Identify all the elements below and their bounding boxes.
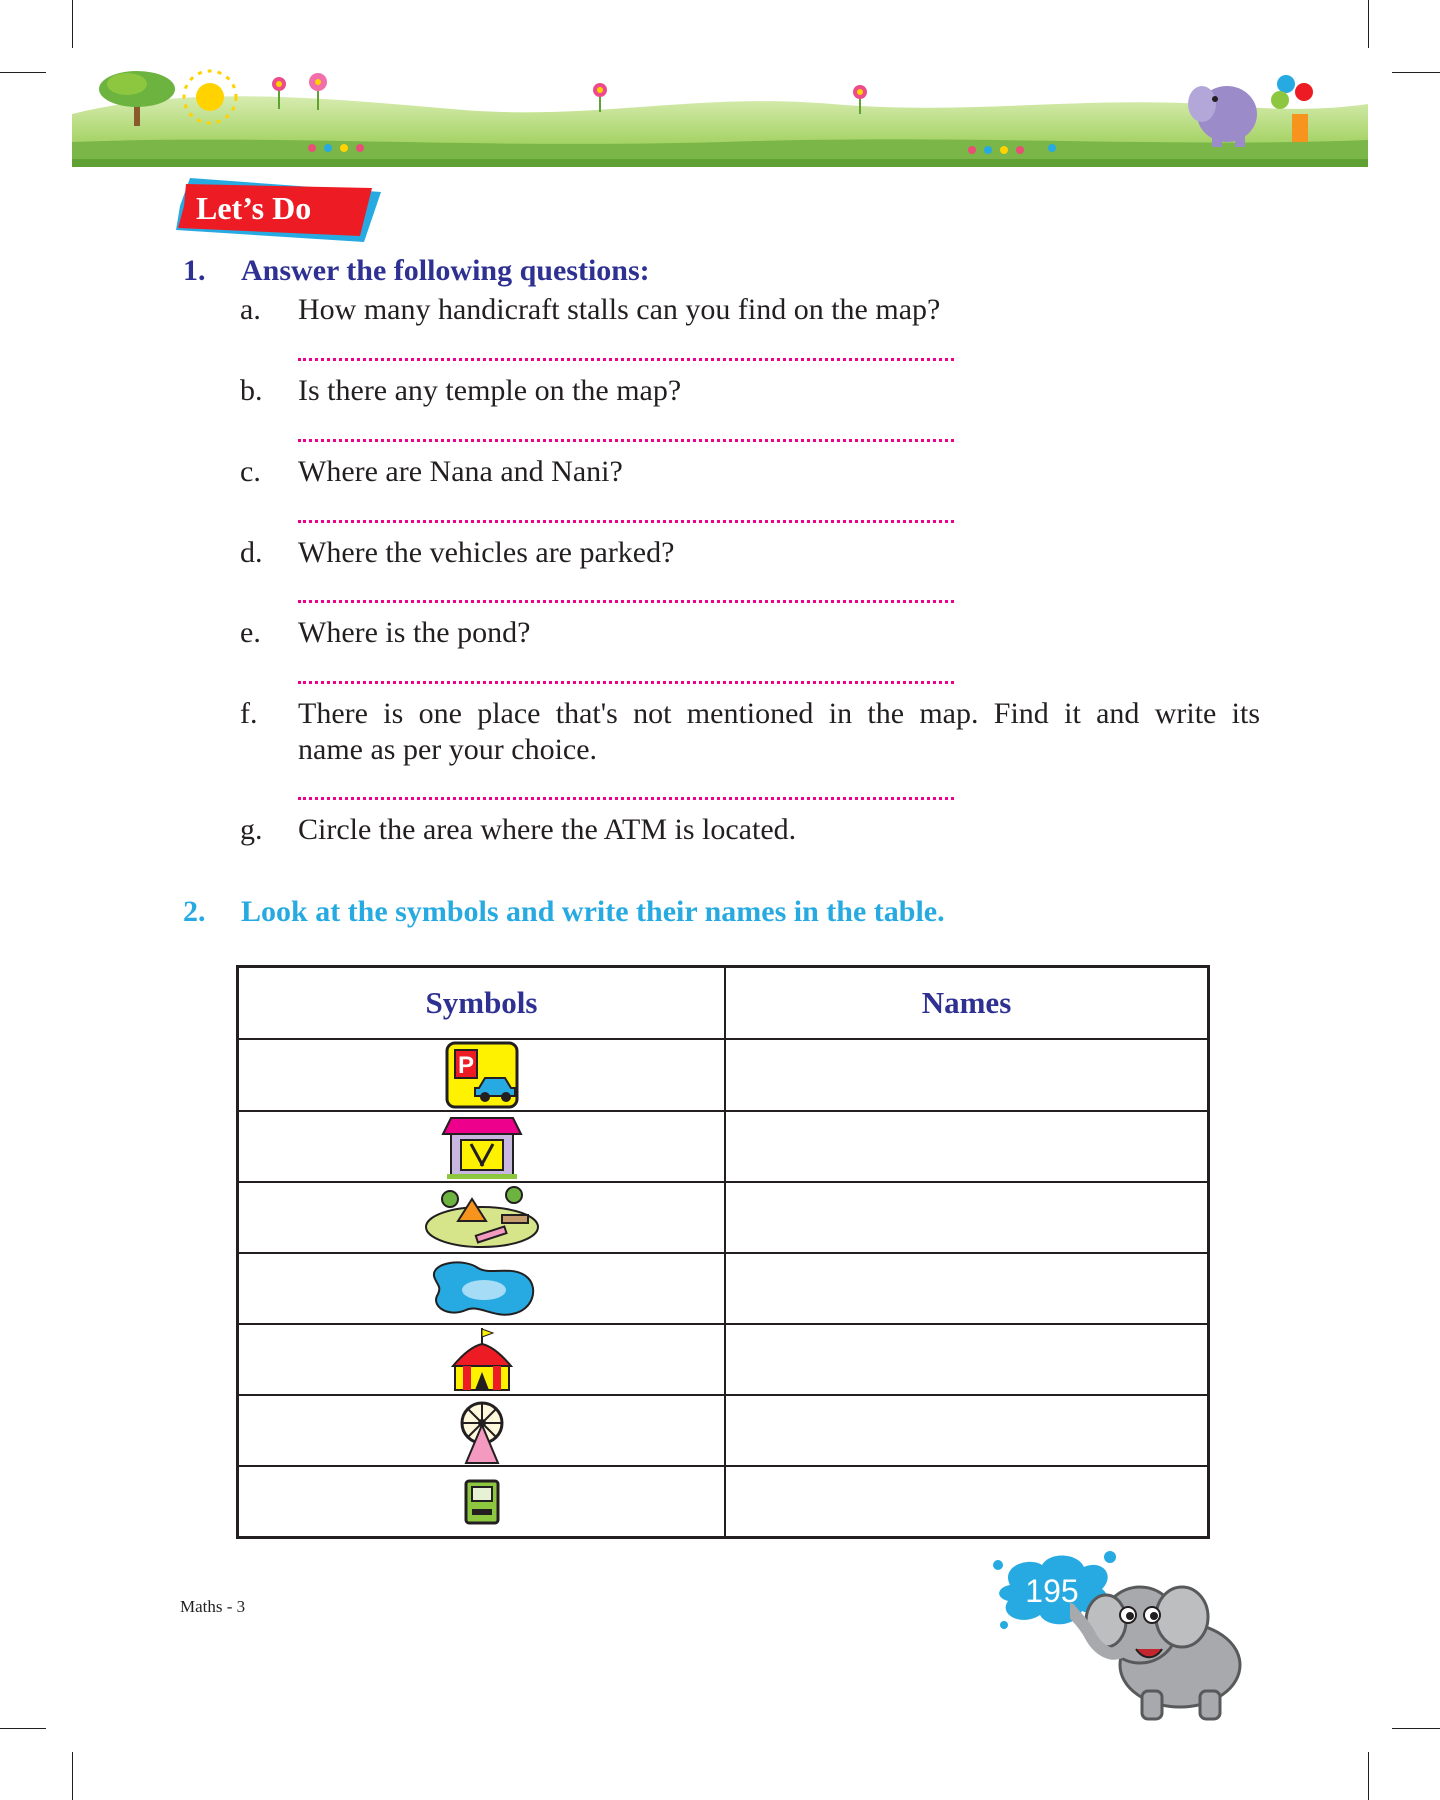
- item-f-text-line2: name as per your choice.: [298, 733, 598, 766]
- symbol-cell: [238, 1324, 726, 1395]
- name-cell[interactable]: [725, 1466, 1209, 1538]
- answer-line-b[interactable]: [298, 439, 954, 442]
- name-cell[interactable]: [725, 1324, 1209, 1395]
- crop-mark: [72, 1752, 73, 1800]
- item-c-letter: c.: [240, 455, 261, 488]
- crop-mark: [1392, 1728, 1440, 1729]
- symbol-cell: [238, 1039, 726, 1111]
- item-a-letter: a.: [240, 293, 261, 326]
- name-cell[interactable]: [725, 1395, 1209, 1466]
- header-names: Names: [725, 967, 1209, 1040]
- table-row: [238, 1466, 1209, 1538]
- crop-mark: [1368, 1752, 1369, 1800]
- answer-line-d[interactable]: [298, 600, 954, 603]
- table-row: [238, 1395, 1209, 1466]
- question-2-number: 2.: [183, 895, 206, 928]
- header-meadow-banner: [72, 64, 1368, 167]
- symbol-cell: [238, 1111, 726, 1182]
- symbol-cell: [238, 1182, 726, 1253]
- item-e-text: Where is the pond?: [298, 616, 531, 649]
- ferris-wheel-icon: [454, 1397, 510, 1465]
- item-g-text: Circle the area where the ATM is located.: [298, 813, 797, 846]
- grey-elephant-mascot-icon: [1070, 1565, 1270, 1730]
- item-g-letter: g.: [240, 813, 263, 846]
- item-c-text: Where are Nana and Nani?: [298, 455, 623, 488]
- crop-mark: [1368, 0, 1369, 48]
- symbols-table: [236, 965, 1210, 1539]
- parking-icon: [443, 1040, 521, 1110]
- crop-mark: [0, 72, 46, 73]
- symbol-cell: [238, 1466, 726, 1538]
- name-cell[interactable]: [725, 1111, 1209, 1182]
- lets-do-label: Let’s Do: [196, 190, 312, 226]
- page-number: 195: [1025, 1573, 1079, 1609]
- atm-icon: [462, 1477, 502, 1527]
- circus-tent-icon: [449, 1326, 515, 1394]
- answer-line-a[interactable]: [298, 358, 954, 361]
- header-symbols: Symbols: [238, 967, 726, 1040]
- crop-mark: [0, 1728, 46, 1729]
- park-icon: [422, 1185, 542, 1251]
- item-d-text: Where the vehicles are parked?: [298, 536, 675, 569]
- name-cell[interactable]: [725, 1182, 1209, 1253]
- item-f-text-line1: There is one place that's not mentioned in the map. Find it and write its: [298, 697, 1260, 730]
- answer-line-c[interactable]: [298, 520, 954, 523]
- food-stall-icon: [437, 1114, 527, 1180]
- question-1-title: Answer the following questions:: [241, 254, 650, 287]
- name-cell[interactable]: [725, 1039, 1209, 1111]
- symbol-cell: [238, 1395, 726, 1466]
- svg-text:P: P: [457, 1052, 474, 1079]
- answer-line-e[interactable]: [298, 681, 954, 684]
- item-f-letter: f.: [240, 697, 258, 730]
- answer-line-f[interactable]: [298, 797, 954, 800]
- symbol-cell: [238, 1253, 726, 1324]
- item-b-letter: b.: [240, 374, 263, 407]
- table-row: [238, 1253, 1209, 1324]
- crop-mark: [72, 0, 73, 48]
- item-b-text: Is there any temple on the map?: [298, 374, 682, 407]
- item-e-letter: e.: [240, 616, 261, 649]
- footer-book-title: Maths - 3: [180, 1597, 246, 1616]
- item-d-letter: d.: [240, 536, 263, 569]
- pond-icon: [424, 1256, 540, 1322]
- name-cell[interactable]: [725, 1253, 1209, 1324]
- table-row: [238, 1324, 1209, 1395]
- table-row: [238, 1111, 1209, 1182]
- crop-mark: [1392, 72, 1440, 73]
- item-a-text: How many handicraft stalls can you find on the map?: [298, 293, 941, 326]
- table-header-row: [238, 967, 1209, 1040]
- question-1-number: 1.: [183, 254, 206, 287]
- table-row: [238, 1039, 1209, 1111]
- question-2-title: Look at the symbols and write their names in the table.: [241, 895, 945, 928]
- table-row: [238, 1182, 1209, 1253]
